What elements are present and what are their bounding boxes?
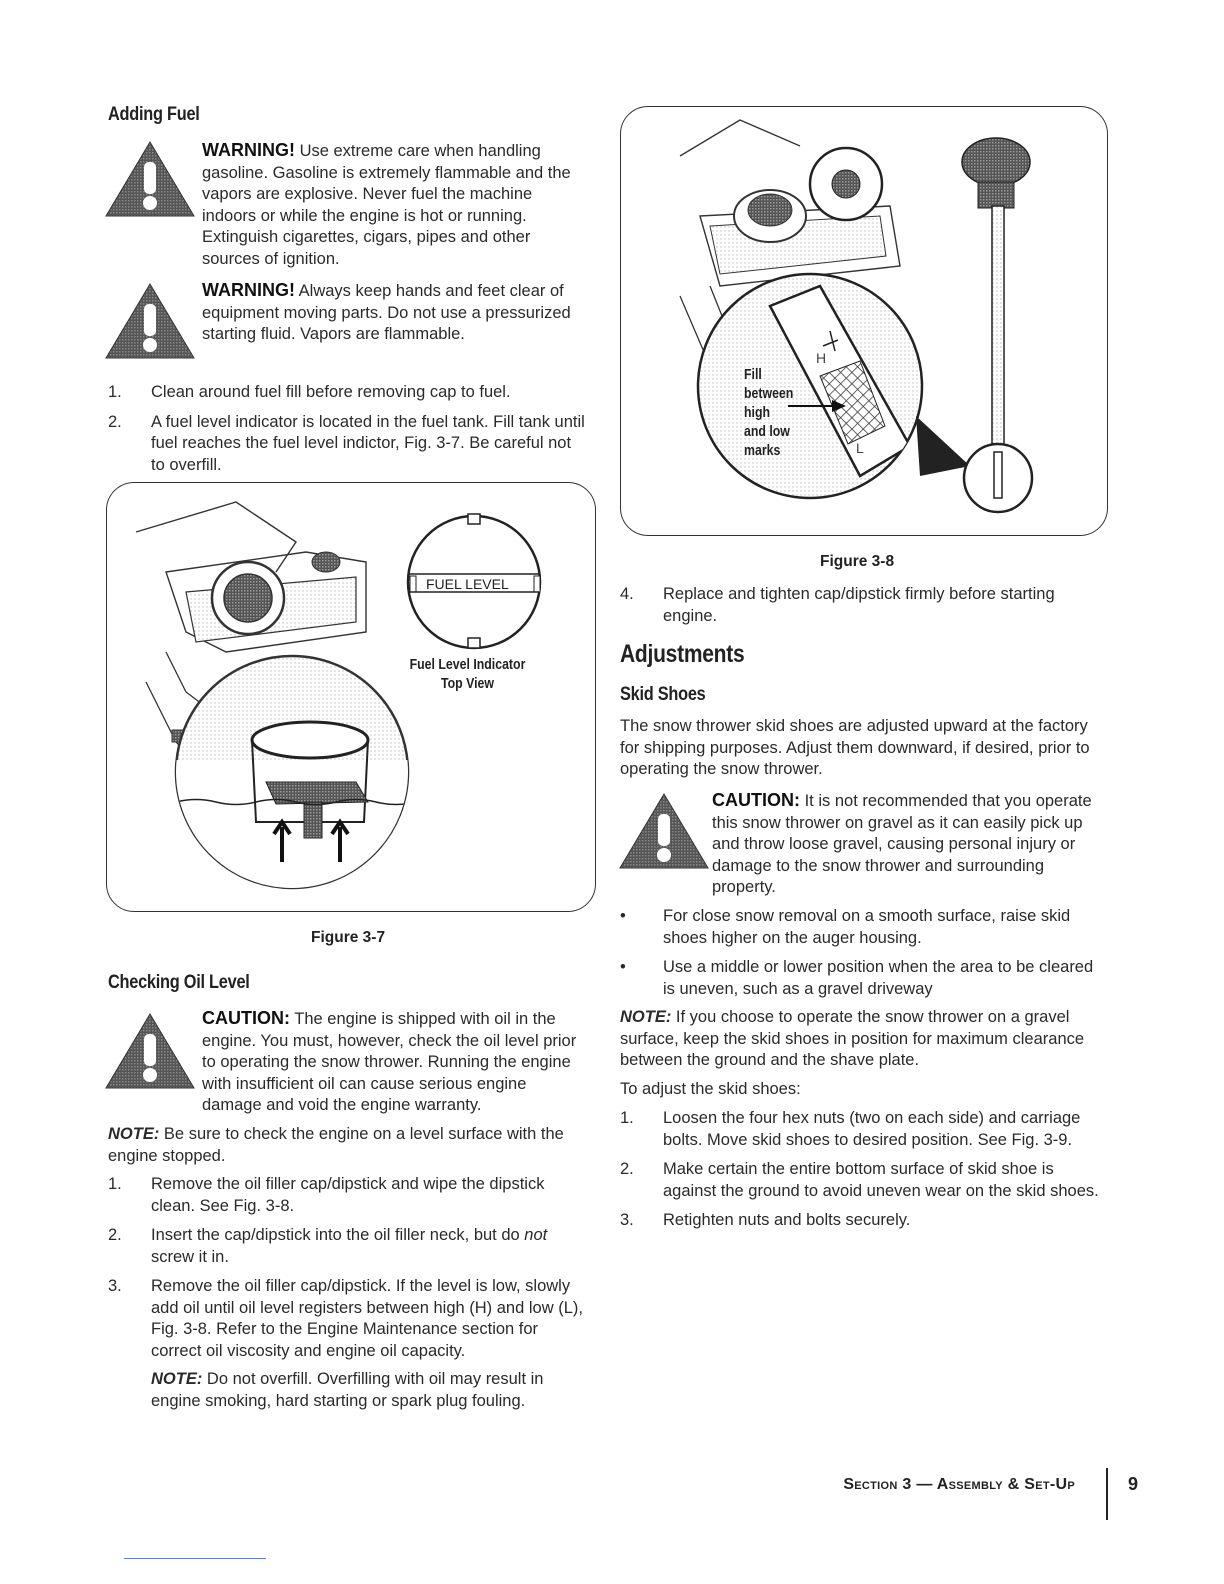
note-keyword: NOTE: [108, 1125, 160, 1143]
skid-shoes-note: NOTE: If you choose to operate the snow thrower on a gravel surface, keep the skid shoes in position for maximum clearance between the ground and the shave plate. [620, 1008, 1085, 1069]
caution-oil-text [202, 1008, 588, 1117]
list-item: 2. A fuel level indicator is located in the fuel tank. Fill tank until fuel reaches the fuel level indictor, Fig. 3-7. Be careful not to overfill. [108, 412, 585, 474]
adjustments-heading: Adjustments [620, 640, 745, 668]
oil-note: NOTE: Be sure to check the engine on a level surface with the engine stopped. [108, 1125, 564, 1165]
oil-step-4 [620, 584, 1096, 635]
list-item: 2. Make certain the entire bottom surface of skid shoe is against the ground to avoid uneven wear on the skid shoes. [620, 1160, 1099, 1200]
skid-shoes-intro: The snow thrower skid shoes are adjusted upward at the factory for shipping purposes. Adjust them downward, if desired, prior to operating the snow thrower. [620, 717, 1090, 778]
list-item: 3. Remove the oil filler cap/dipstick. If the level is low, slowly add oil until oil level registers between high (H) and low (L), Fig. 3-8. Refer to the Engine Maintenance section for correct oil viscosity and engine oil capacity. [108, 1277, 583, 1360]
list-item: 3. Retighten nuts and bolts securely. [620, 1211, 911, 1229]
adding-fuel-steps [108, 382, 588, 484]
fuel-level-indicator-label: Fuel Level Indicator Top View [409, 657, 526, 692]
list-item: 1. Loosen the four hex nuts (two on each side) and carriage bolts. Move skid shoes to desired position. See Fig. 3-9. [620, 1109, 1081, 1149]
caution-keyword: CAUTION: [202, 1008, 290, 1028]
note-keyword: NOTE: [620, 1008, 672, 1026]
dipstick-low-mark: L [856, 440, 864, 456]
fuel-level-label: FUEL LEVEL [426, 576, 509, 592]
footer-divider [1106, 1468, 1108, 1520]
caution-gravel-body: It is not recommended that you operate this snow thrower on gravel as it can easily pick up and throw loose gravel, causing personal injury or damage to the snow thrower and surrounding property. [712, 792, 1092, 896]
list-item: 4. Replace and tighten cap/dipstick firmly before starting engine. [620, 585, 1055, 625]
caution-oil-body: The engine is shipped with oil in the engine. You must, however, check the oil level prior to operating the snow thrower. Running the engine with insufficient oil can cause serious engine damage and void the engine warranty. [202, 1010, 577, 1114]
section-footer: Section 3 — Assembly & Set-Up [843, 1476, 1075, 1493]
warning-fuel-body: Use extreme care when handling gasoline. Gasoline is extremely flammable and the vapors are explosive. Never fuel the machine indoors or while the engine is hot or running. Extinguish cigarettes, cigars, pipes and other sources of ignition. [202, 142, 571, 268]
page-number: 9 [1128, 1474, 1139, 1494]
warning-fuel-text [202, 140, 582, 270]
adding-fuel-heading: Adding Fuel [108, 104, 200, 125]
caution-keyword: CAUTION: [712, 790, 800, 810]
bottom-rule [124, 1558, 266, 1559]
list-item: 1. Clean around fuel fill before removing cap to fuel. [108, 383, 511, 401]
figure-3-8-illustration [620, 106, 1106, 534]
dipstick-high-mark: H [816, 350, 827, 366]
warning-moving-parts-text [202, 280, 586, 346]
skid-shoes-bullets [620, 906, 1100, 1008]
oil-steps [108, 1174, 586, 1370]
checking-oil-heading: Checking Oil Level [108, 972, 250, 993]
list-item: 1. Remove the oil filler cap/dipstick and wipe the dipstick clean. See Fig. 3-8. [108, 1175, 545, 1215]
note-keyword: NOTE: [151, 1370, 203, 1388]
figure-3-8-caption: Figure 3-8 [820, 553, 895, 570]
skid-shoes-steps [620, 1108, 1110, 1240]
list-item: • For close snow removal on a smooth surface, raise skid shoes higher on the auger housing. [620, 907, 1071, 947]
caution-triangle-icon [104, 1012, 196, 1090]
warning-keyword: WARNING! [202, 140, 295, 160]
list-item: 2. Insert the cap/dipstick into the oil filler neck, but do not screw it in. [108, 1226, 548, 1266]
oil-note-overfill: NOTE: Do not overfill. Overfilling with oil may result in engine smoking, hard starting or spark plug fouling. [151, 1370, 544, 1410]
warning-triangle-icon [104, 140, 196, 218]
caution-gravel-text [712, 790, 1104, 899]
caution-triangle-icon [618, 792, 710, 870]
fill-marks-label: Fill between high and low marks [744, 367, 794, 459]
warning-moving-parts-body: Always keep hands and feet clear of equipment moving parts. Do not use a pressurized starting fluid. Vapors are flammable. [202, 282, 571, 343]
figure-3-7-caption: Figure 3-7 [311, 929, 386, 946]
warning-triangle-icon [104, 282, 196, 360]
to-adjust-label: To adjust the skid shoes: [620, 1080, 801, 1098]
figure-3-7-illustration [106, 482, 594, 910]
warning-keyword: WARNING! [202, 280, 295, 300]
skid-shoes-heading: Skid Shoes [620, 684, 706, 705]
list-item: • Use a middle or lower position when the area to be cleared is uneven, such as a gravel driveway [620, 958, 1094, 998]
